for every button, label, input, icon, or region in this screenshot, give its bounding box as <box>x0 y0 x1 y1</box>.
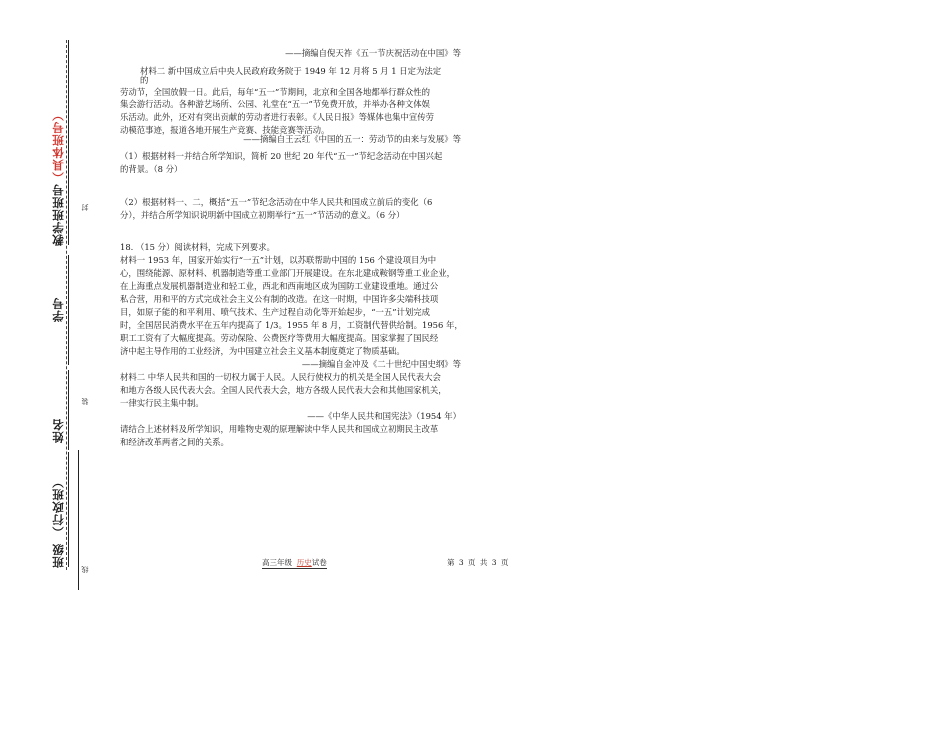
student-number-label-text: 学号 <box>51 297 65 322</box>
q18-material1-line5: 目，如原子能的和平利用、喷气技术、生产过程自动化等开始起步，“一五”计划完成 <box>120 307 431 317</box>
footer-page-number: 第 3 页 共 3 页 <box>447 558 510 567</box>
binding-dashed-line <box>66 40 67 570</box>
source-citation-4: ——《中华人民共和国宪法》（1954 年） <box>307 411 461 421</box>
teaching-class-label <box>50 96 66 246</box>
q18-material1-line4: 私合营，用和平的方式完成社会主义公有制的改造。在这一时期，中国许多尖端科技项 <box>120 294 439 304</box>
q18-material2-line1: 材料二 中华人民共和国的一切权力属于人民。人民行使权力的机关是全国人民代表大会 <box>120 372 441 382</box>
question-2-line2: 分），并结合所学知识说明新中国成立初期举行“五一”节活动的意义。（6 分） <box>120 210 405 220</box>
source-citation-3: ——摘编自金冲及《二十世纪中国史纲》等 <box>301 359 461 369</box>
binding-mark-xian: 线 <box>81 566 89 573</box>
question-18-header: 18. （15 分）阅读材料，完成下列要求。 <box>120 242 275 252</box>
footer-grade: 高三年级 <box>262 558 292 567</box>
q18-material2-line2: 和地方各级人民代表大会。全国人民代表大会，地方各级人民代表大会和其他国家机关， <box>120 385 447 395</box>
question-2-line1: （2）根据材料一、二，概括“五一”节纪念活动在中华人民共和国成立前后的变化（6 <box>120 197 433 207</box>
q18-material1-line7: 职工工资有了大幅度提高。劳动保险、公费医疗等费用大幅度提高。国家掌握了国民经 <box>120 333 439 343</box>
q18-material1-line8: 济中起主导作用的工业经济，为中国建立社会主义基本制度奠定了物质基础。 <box>120 346 405 356</box>
specific-class-hint: （具体班号） <box>51 108 65 184</box>
class-admin-label-text: 班级 （行政班） <box>51 475 65 568</box>
question-1-line2: 的背景。（8 分） <box>120 164 183 174</box>
binding-mark-zhuang: 装 <box>81 398 89 405</box>
material2-line4: 乐活动。此外，还对有突出贡献的劳动者进行表彰。《人民日报》等媒体也集中宣传劳 <box>120 112 435 122</box>
binding-solid-line <box>78 450 79 590</box>
q18-material1-line1: 材料一 1953 年，国家开始实行“一五”计划，以苏联帮助中国的 156 个建设项目为中 <box>120 255 437 265</box>
q18-question-line1: 请结合上述材料及所学知识，用唯物史观的原理解读中华人民共和国成立初期民主改革 <box>120 424 439 434</box>
footer-subject: 历史 <box>296 558 312 567</box>
material2-line2: 劳动节，全国放假一日。此后，每年“五一”节期间，北京和全国各地都举行群众性的 <box>120 87 431 97</box>
footer-grade-subject <box>262 557 327 569</box>
source-citation-1: ——摘编自倪天祚《五一节庆祝活动在中国》等 <box>285 48 461 58</box>
student-number-label <box>50 272 66 322</box>
material2-line1: 材料二 新中国成立后中央人民政府政务院于 1949 年 12 月将 5 月 1 日定为法定 <box>140 66 442 76</box>
material2-line5: 动模范事迹，报道各地开展生产竞赛、技能竞赛等活动。 <box>120 125 330 135</box>
student-number-underline <box>68 255 69 365</box>
class-admin-label <box>50 458 66 568</box>
material2-line3: 集会游行活动。各种游艺场所、公园、礼堂在“五一”节免费开放，并举办各种文体娱 <box>120 99 431 109</box>
teaching-class-underline <box>68 40 69 245</box>
q18-question-line2: 和经济改革两者之间的关系。 <box>120 437 229 447</box>
material2-line1b: 的 <box>140 75 149 85</box>
q18-material1-line2: 心，围绕能源、原材料、机器制造等重工业部门开展建设。在东北建成鞍钢等重工业企业， <box>120 268 455 278</box>
name-underline <box>68 370 69 450</box>
footer-paper: 试卷 <box>311 558 327 567</box>
teaching-class-label-text: 教学班班号 <box>51 183 65 246</box>
q18-material1-line6: 时，全国居民消费水平在五年内提高了 1/3。1955 年 8 月，工资制代替供给制。1956 年， <box>120 320 463 330</box>
binding-mark-feng: 封 <box>81 204 89 211</box>
q18-material1-line3: 在上海重点发展机器制造业和轻工业，西北和西南地区成为国防工业建设重地。通过公 <box>120 281 439 291</box>
question-1-line1: （1）根据材料一并结合所学知识，简析 20 世纪 20 年代“五一”节纪念活动在中国兴起 <box>120 151 443 161</box>
name-label <box>50 383 66 443</box>
class-admin-underline <box>68 452 69 567</box>
name-label-text: 姓名 <box>51 418 65 443</box>
q18-material2-line3: 一律实行民主集中制。 <box>120 398 204 408</box>
source-citation-2: ——摘编自王云红《中国的五一：劳动节的由来与发展》等 <box>243 134 461 144</box>
